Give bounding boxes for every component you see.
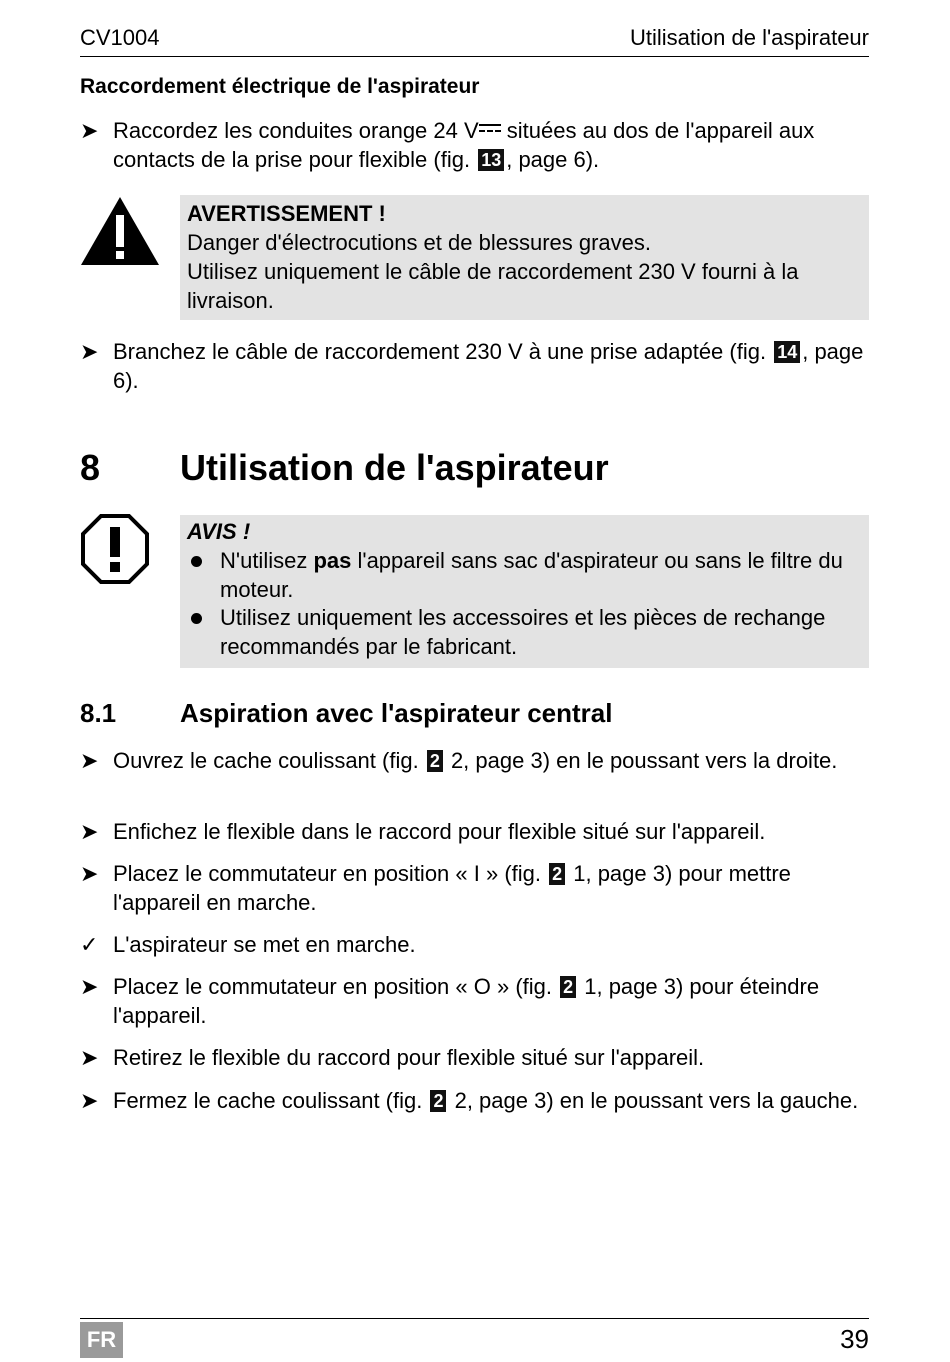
arrow-icon: ➤ — [80, 819, 99, 844]
warning-line-1: Danger d'électrocutions et de blessures graves. — [187, 230, 652, 255]
figure-ref: 13 — [478, 149, 504, 171]
arrow-icon: ➤ — [80, 974, 99, 999]
step-text: Branchez le câble de raccordement 230 V à une prise adaptée (fig. 14 , page 6). — [113, 339, 864, 393]
section-title: Aspiration avec l'aspirateur central — [180, 698, 613, 728]
figure-ref: 14 — [774, 341, 800, 363]
arrow-icon: ➤ — [80, 339, 99, 364]
warning-box — [180, 195, 869, 320]
notice-octagon-icon — [80, 513, 150, 585]
figure-ref: 2 — [560, 976, 576, 998]
step-connect-cables — [80, 116, 869, 174]
chapter-title: Utilisation de l'aspirateur — [180, 447, 609, 488]
notice-bullet: Utilisez uniquement les accessoires et les pièces de rechange recommandés par le fabricant. — [187, 603, 857, 661]
footer-rule — [80, 1318, 869, 1319]
step-text: Raccordez les conduites orange 24 V situées au dos de l'appareil aux contacts de la prise pour flexible (fig. 13 , page 6). — [113, 118, 815, 172]
header-product: CV1004 — [80, 25, 160, 50]
figure-ref: 2 — [430, 1090, 446, 1112]
arrow-icon: ➤ — [80, 1045, 99, 1070]
chapter-number: 8 — [80, 447, 101, 488]
figure-ref: 2 — [549, 863, 565, 885]
step-switch-on: ➤ Placez le commutateur en position « I » (fig. 2 1, page 3) pour mettre l'appareil en marche. — [80, 861, 791, 915]
bullet-dot-icon — [191, 556, 202, 567]
bullet-dot-icon — [191, 613, 202, 624]
arrow-icon: ➤ — [80, 861, 99, 886]
language-badge: FR — [80, 1322, 123, 1358]
step-close-cover: ➤ Fermez le cache coulissant (fig. 2 2, page 3) en le poussant vers la gauche. — [80, 1088, 859, 1113]
step-open-cover: ➤ Ouvrez le cache coulissant (fig. 2 2, page 3) en le poussant vers la droite. — [80, 748, 838, 773]
step-remove-hose: ➤ Retirez le flexible du raccord pour flexible situé sur l'appareil. — [80, 1045, 705, 1070]
arrow-icon: ➤ — [80, 1088, 99, 1113]
warning-triangle-icon — [80, 195, 160, 267]
step-insert-hose: ➤ Enfichez le flexible dans le raccord pour flexible situé sur l'appareil. — [80, 819, 766, 844]
header-section: Utilisation de l'aspirateur — [630, 25, 869, 50]
checkmark-icon: ✓ — [80, 932, 99, 957]
notice-bullet: N'utilisez pas l'appareil sans sac d'aspirateur ou sans le filtre du moteur. — [187, 546, 857, 604]
page-header — [80, 24, 869, 57]
warning-title: AVERTISSEMENT ! — [187, 201, 386, 226]
electrical-heading: Raccordement électrique de l'aspirateur — [80, 75, 480, 98]
dc-symbol-icon — [479, 123, 501, 135]
notice-title: AVIS ! — [187, 519, 251, 544]
figure-ref: 2 — [427, 750, 443, 772]
step-switch-off: ➤ Placez le commutateur en position « O » (fig. 2 1, page 3) pour éteindre l'appareil. — [80, 974, 820, 1028]
arrow-icon: ➤ — [80, 748, 99, 773]
arrow-icon: ➤ — [80, 118, 99, 143]
warning-line-2: Utilisez uniquement le câble de raccordement 230 V fourni à la livraison. — [187, 259, 799, 313]
page-number: 39 — [840, 1324, 869, 1354]
step-plug-cable — [80, 337, 869, 395]
section-number: 8.1 — [80, 698, 117, 728]
notice-box — [180, 515, 869, 668]
result-running: ✓ L'aspirateur se met en marche. — [80, 932, 416, 957]
